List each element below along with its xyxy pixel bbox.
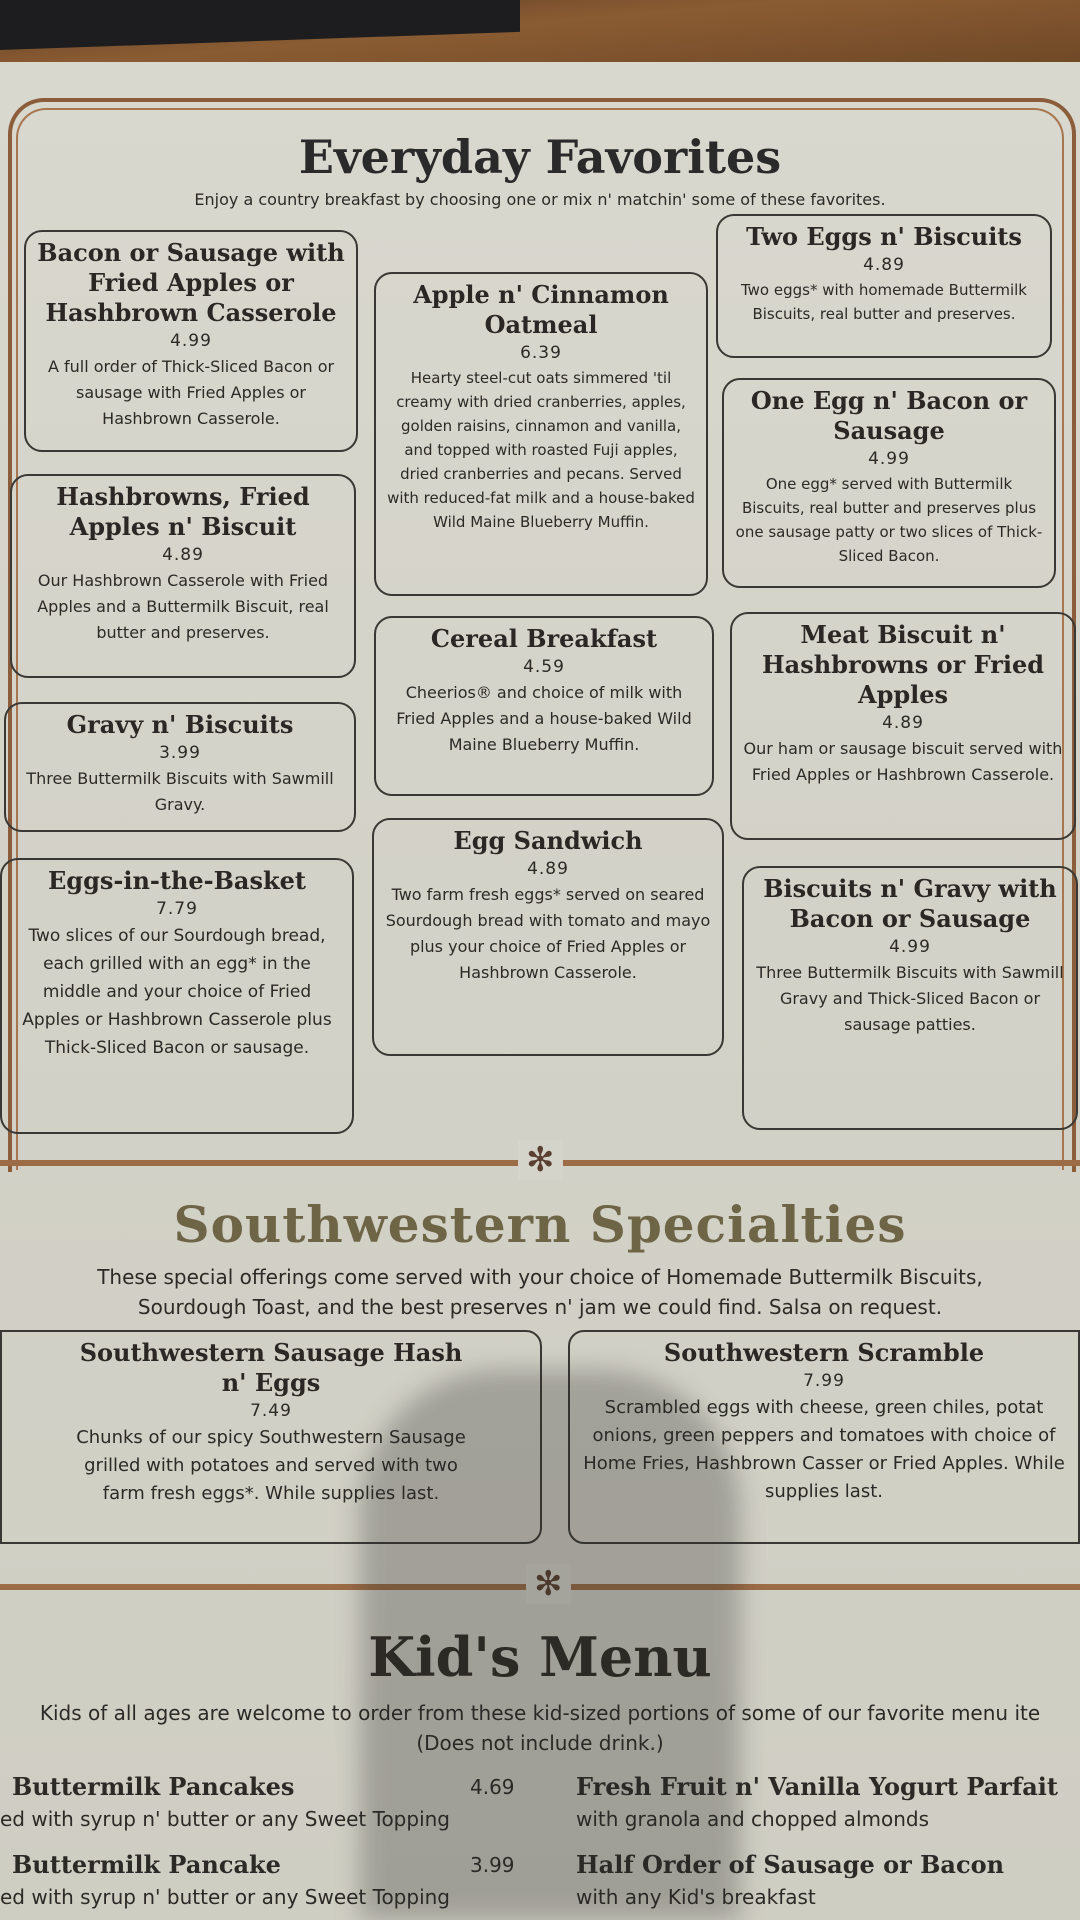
item-price: 4.89 xyxy=(882,713,924,733)
item-name: Meat Biscuit n' Hashbrowns or Fried Apples xyxy=(761,620,1045,709)
item-description: ed with syrup n' butter or any Sweet Topping xyxy=(0,1807,450,1831)
asterisk-ornament-icon: ✻ xyxy=(518,1140,563,1180)
item-description: Our Hashbrown Casserole with Fried Apples and a Buttermilk Biscuit, real butter and preserves. xyxy=(37,571,329,642)
item-price: 4.69 xyxy=(470,1775,515,1799)
item-price: 4.99 xyxy=(170,331,212,351)
kids-menu-title: Kid's Menu xyxy=(368,1625,712,1689)
item-description: Three Buttermilk Biscuits with Sawmill Gravy. xyxy=(26,769,334,814)
item-name: Southwestern Sausage Hash n' Eggs xyxy=(79,1338,463,1397)
menu-item[interactable] xyxy=(722,378,1056,588)
item-price: 7.49 xyxy=(250,1401,292,1421)
item-description: Scrambled eggs with cheese, green chiles, potat onions, green peppers and tomatoes with choice of Home Fries, Hashbrown Casser or Fried Apples. While supplies last. xyxy=(583,1397,1065,1502)
item-price: 6.39 xyxy=(520,343,562,363)
hand-shadow xyxy=(360,1370,740,1920)
item-name: One Egg n' Bacon or Sausage xyxy=(750,386,1028,445)
item-price: 4.89 xyxy=(527,859,569,879)
item-name: Two Eggs n' Biscuits xyxy=(746,222,1022,251)
item-name: Fresh Fruit n' Vanilla Yogurt Parfait xyxy=(576,1772,1058,1801)
item-description: A full order of Thick-Sliced Bacon or sausage with Fried Apples or Hashbrown Casserole. xyxy=(47,357,335,428)
menu-item[interactable] xyxy=(10,474,356,678)
item-description: Our ham or sausage biscuit served with Fried Apples or Hashbrown Casserole. xyxy=(743,739,1063,784)
item-price: 7.99 xyxy=(803,1371,845,1391)
item-name: Apple n' Cinnamon Oatmeal xyxy=(413,280,669,339)
item-name: Biscuits n' Gravy with Bacon or Sausage xyxy=(763,874,1057,933)
item-name: Egg Sandwich xyxy=(453,826,643,855)
southwestern-subtitle: These special offerings come served with your choice of Homemade Buttermilk Biscuits, Sourdough Toast, and the best preserves n' jam we could find. Salsa on request. xyxy=(97,1265,983,1319)
item-name: Bacon or Sausage with Fried Apples or Hashbrown Casserole xyxy=(37,238,345,327)
item-description: Hearty steel-cut oats simmered 'til creamy with dried cranberries, apples, golden raisins, cinnamon and vanilla, and topped with roasted Fuji apples, dried cranberries and pecans. Served with reduced-fat milk and a house-baked Wild Maine Blueberry Muffin. xyxy=(387,369,695,531)
item-price: 3.99 xyxy=(159,743,201,763)
item-description: Two farm fresh eggs* served on seared Sourdough bread with tomato and mayo plus your choice of Fried Apples or Hashbrown Casserole. xyxy=(385,885,711,982)
menu-item[interactable] xyxy=(4,702,356,832)
menu-item[interactable] xyxy=(742,866,1078,1130)
menu-item[interactable] xyxy=(372,818,724,1056)
item-description: with granola and chopped almonds xyxy=(576,1807,930,1831)
item-price: 3.99 xyxy=(470,1853,515,1877)
everyday-favorites-subtitle: Enjoy a country breakfast by choosing one or mix n' matchin' some of these favorites. xyxy=(194,190,886,209)
item-price: 4.59 xyxy=(523,657,565,677)
menu-item[interactable] xyxy=(374,272,708,596)
item-name: Buttermilk Pancake xyxy=(12,1850,281,1879)
item-name: Southwestern Scramble xyxy=(663,1338,985,1367)
item-description: with any Kid's breakfast xyxy=(576,1885,816,1909)
item-description: Two slices of our Sourdough bread, each grilled with an egg* in the middle and your choice of Fried Apples or Hashbrown Casserole plus Thick-Sliced Bacon or sausage. xyxy=(22,926,332,1058)
item-description: Two eggs* with homemade Buttermilk Biscuits, real butter and preserves. xyxy=(740,281,1027,323)
item-name: Buttermilk Pancakes xyxy=(12,1772,295,1801)
menu-item[interactable] xyxy=(730,612,1076,840)
item-description: One egg* served with Buttermilk Biscuits, real butter and preserves plus one sausage patty or two slices of Thick-Sliced Bacon. xyxy=(735,475,1043,565)
item-name: Half Order of Sausage or Bacon xyxy=(576,1850,1005,1879)
asterisk-ornament-icon: ✻ xyxy=(526,1564,571,1604)
kids-menu-subtitle: Kids of all ages are welcome to order from these kid-sized portions of some of our favorite menu ite xyxy=(39,1701,1041,1725)
item-name: Gravy n' Biscuits xyxy=(66,710,294,739)
item-price: 4.89 xyxy=(863,255,905,275)
item-price: 4.99 xyxy=(889,937,931,957)
item-description: Chunks of our spicy Southwestern Sausage grilled with potatoes and served with two farm fresh eggs*. While supplies last. xyxy=(76,1427,466,1504)
item-price: 4.89 xyxy=(162,545,204,565)
item-name: Hashbrowns, Fried Apples n' Biscuit xyxy=(56,482,310,541)
item-name: Eggs-in-the-Basket xyxy=(48,866,306,895)
menu-item[interactable] xyxy=(24,230,358,452)
kids-menu-note: (Does not include drink.) xyxy=(416,1731,664,1755)
item-price: 4.99 xyxy=(868,449,910,469)
item-name: Cereal Breakfast xyxy=(430,624,658,653)
item-description: ed with syrup n' butter or any Sweet Topping xyxy=(0,1885,450,1909)
item-description: Cheerios® and choice of milk with Fried Apples and a house-baked Wild Maine Blueberry Muffin. xyxy=(396,683,692,754)
item-description: Three Buttermilk Biscuits with Sawmill Gravy and Thick-Sliced Bacon or sausage patties. xyxy=(756,963,1064,1034)
menu-item[interactable] xyxy=(716,214,1052,358)
item-price: 7.79 xyxy=(156,899,198,919)
everyday-favorites-title: Everyday Favorites xyxy=(298,130,782,184)
menu-item[interactable] xyxy=(374,616,714,796)
menu-item[interactable] xyxy=(0,858,354,1134)
southwestern-title: Southwestern Specialties xyxy=(173,1195,907,1254)
